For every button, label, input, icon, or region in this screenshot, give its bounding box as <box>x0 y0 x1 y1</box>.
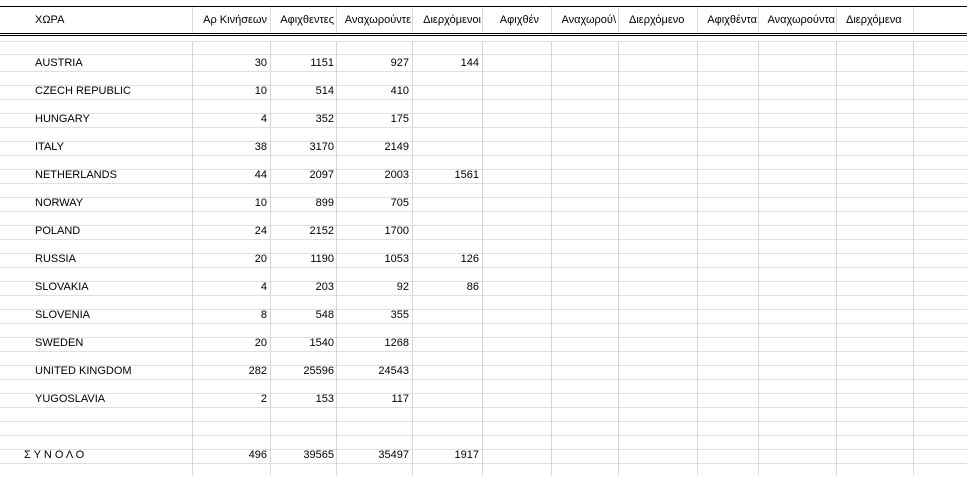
table-cell-dep[interactable]: 2149 <box>384 141 409 153</box>
grid-line <box>758 41 759 475</box>
grid-line <box>0 6 967 7</box>
table-cell-tra[interactable]: 126 <box>460 253 479 265</box>
table-cell-dep[interactable]: 1053 <box>384 253 409 265</box>
table-cell-moves[interactable]: 2 <box>260 393 267 405</box>
table-cell-dep[interactable]: 705 <box>390 197 409 209</box>
table-cell-moves[interactable]: 44 <box>254 169 267 181</box>
column-header-e2[interactable]: Αναχωρού\ <box>561 14 616 26</box>
grid-line <box>913 41 914 475</box>
column-header-e3[interactable]: Διερχόμενο <box>629 14 685 26</box>
table-cell-dep[interactable]: 410 <box>390 85 409 97</box>
table-cell-moves[interactable]: 282 <box>248 365 267 377</box>
table-cell-tra[interactable]: 1561 <box>454 169 479 181</box>
table-cell-moves[interactable]: 38 <box>254 141 267 153</box>
table-cell-arr[interactable]: 3170 <box>309 141 334 153</box>
grid-line <box>0 407 967 408</box>
table-cell-country[interactable]: SLOVENIA <box>35 309 91 321</box>
table-cell-dep[interactable]: 927 <box>390 57 409 69</box>
table-cell-arr[interactable]: 352 <box>315 113 334 125</box>
column-header-e1[interactable]: Αφιχθέν <box>499 14 539 26</box>
grid-line <box>0 211 967 212</box>
grid-line <box>0 71 967 72</box>
grid-line <box>618 41 619 475</box>
grid-line <box>0 295 967 296</box>
table-cell-country[interactable]: NETHERLANDS <box>35 169 117 181</box>
total-cell-dep[interactable]: 35497 <box>378 449 409 461</box>
table-cell-country[interactable]: UNITED KINGDOM <box>35 365 132 377</box>
table-cell-dep[interactable]: 175 <box>390 113 409 125</box>
grid-line <box>836 41 837 475</box>
table-cell-moves[interactable]: 10 <box>254 85 267 97</box>
total-cell-arr[interactable]: 39565 <box>303 449 334 461</box>
table-cell-arr[interactable]: 514 <box>315 85 334 97</box>
table-cell-arr[interactable]: 2152 <box>309 225 334 237</box>
table-cell-dep[interactable]: 1700 <box>384 225 409 237</box>
grid-line <box>482 41 483 475</box>
table-cell-moves[interactable]: 20 <box>254 253 267 265</box>
grid-line <box>0 155 967 156</box>
table-cell-country[interactable]: SLOVAKIA <box>35 281 89 293</box>
table-cell-country[interactable]: NORWAY <box>35 197 84 209</box>
table-cell-tra[interactable]: 144 <box>460 57 479 69</box>
column-header-e4[interactable]: Αφιχθέντα <box>707 14 757 26</box>
grid-line <box>0 33 967 34</box>
table-cell-country[interactable]: AUSTRIA <box>35 57 83 69</box>
table-cell-moves[interactable]: 10 <box>254 197 267 209</box>
column-header-dep[interactable]: Αναχωρούντε <box>344 14 411 26</box>
column-header-country[interactable]: ΧΩΡΑ <box>35 14 65 26</box>
grid-line <box>0 183 967 184</box>
table-cell-arr[interactable]: 203 <box>315 281 334 293</box>
table-cell-arr[interactable]: 1540 <box>309 337 334 349</box>
table-cell-moves[interactable]: 4 <box>260 113 267 125</box>
grid-line <box>697 41 698 475</box>
column-header-e5[interactable]: Αναχωρούντα <box>767 14 835 26</box>
grid-line <box>0 421 967 422</box>
table-cell-country[interactable]: CZECH REPUBLIC <box>35 85 131 97</box>
table-cell-arr[interactable]: 153 <box>315 393 334 405</box>
column-header-e6[interactable]: Διερχόμενα <box>846 14 902 26</box>
table-cell-arr[interactable]: 2097 <box>309 169 334 181</box>
table-cell-dep[interactable]: 117 <box>391 393 409 405</box>
table-cell-dep[interactable]: 1268 <box>384 337 409 349</box>
column-header-arr[interactable]: Αφιχθεντες <box>280 14 334 26</box>
table-cell-moves[interactable]: 30 <box>254 57 267 69</box>
grid-line <box>0 54 967 55</box>
grid-line <box>0 463 967 464</box>
table-cell-country[interactable]: ITALY <box>35 141 64 153</box>
column-header-moves[interactable]: Αρ Κινήσεων <box>203 14 267 26</box>
grid-line <box>0 351 967 352</box>
table-cell-moves[interactable]: 8 <box>260 309 267 321</box>
table-cell-arr[interactable]: 899 <box>315 197 334 209</box>
table-cell-dep[interactable]: 355 <box>390 309 409 321</box>
grid-line <box>551 41 552 475</box>
grid-line <box>0 41 967 42</box>
table-cell-arr[interactable]: 1151 <box>310 57 334 69</box>
table-cell-country[interactable]: YUGOSLAVIA <box>35 393 106 405</box>
table-cell-moves[interactable]: 24 <box>254 225 267 237</box>
table-cell-arr[interactable]: 1190 <box>310 253 334 265</box>
table-cell-country[interactable]: SWEDEN <box>35 337 84 349</box>
grid-line <box>0 267 967 268</box>
table-cell-moves[interactable]: 4 <box>260 281 267 293</box>
table-cell-tra[interactable]: 86 <box>466 281 479 293</box>
table-cell-arr[interactable]: 25596 <box>303 365 334 377</box>
table-cell-country[interactable]: POLAND <box>35 225 81 237</box>
table-cell-country[interactable]: RUSSIA <box>35 253 76 265</box>
column-header-tra[interactable]: Διερχόμενοι <box>423 14 481 26</box>
grid-line <box>0 35 967 36</box>
table-cell-dep[interactable]: 92 <box>396 281 409 293</box>
grid-line <box>0 99 967 100</box>
total-cell-tra[interactable]: 1917 <box>454 449 479 461</box>
grid-line <box>0 379 967 380</box>
grid-line <box>0 239 967 240</box>
table-cell-moves[interactable]: 20 <box>254 337 267 349</box>
grid-line <box>0 435 967 436</box>
total-cell-moves[interactable]: 496 <box>248 449 267 461</box>
grid-line <box>0 323 967 324</box>
table-cell-country[interactable]: HUNGARY <box>35 113 90 125</box>
grid-line <box>0 127 967 128</box>
total-label[interactable]: Σ Υ Ν Ο Λ Ο <box>24 449 85 461</box>
table-cell-arr[interactable]: 548 <box>315 309 334 321</box>
table-cell-dep[interactable]: 24543 <box>378 365 409 377</box>
table-cell-dep[interactable]: 2003 <box>384 169 409 181</box>
